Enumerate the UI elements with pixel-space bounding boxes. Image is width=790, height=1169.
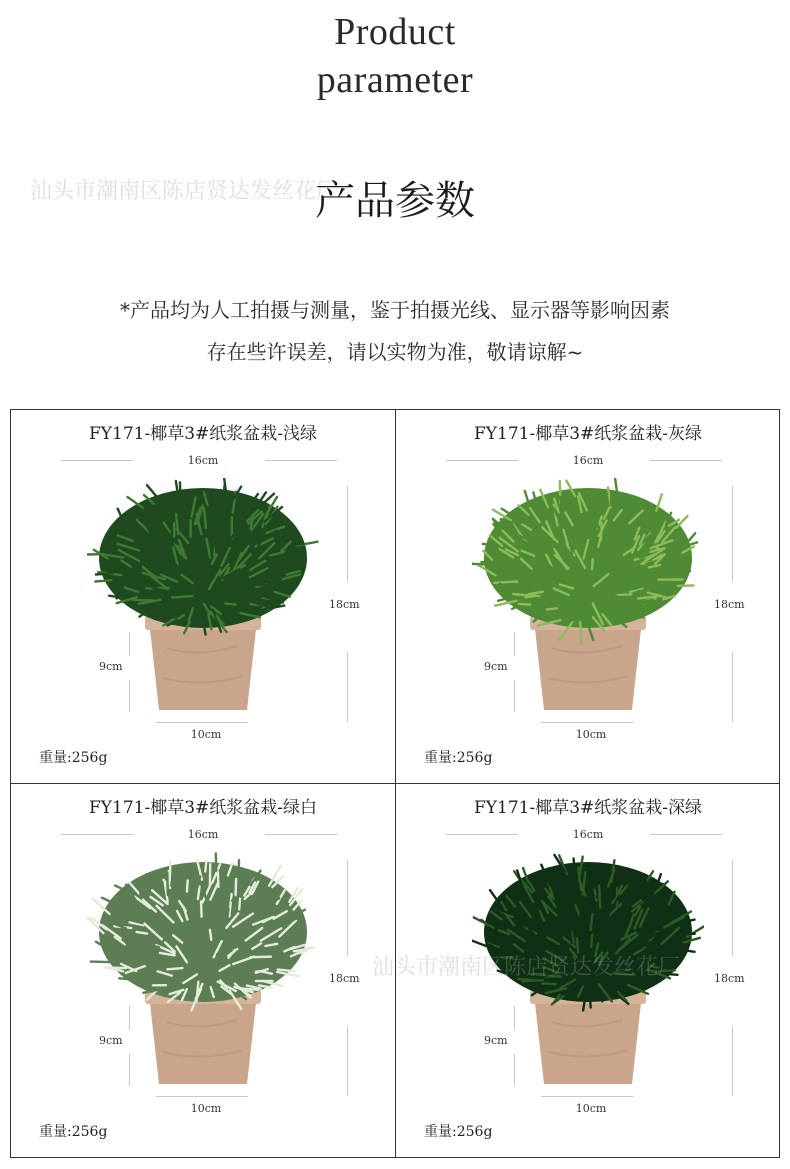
pot-bottom-label: 10cm (190, 728, 222, 741)
notice-line1: *产品均为人工拍摄与测量，鉴于拍摄光线、显示器等影响因素 (120, 298, 670, 322)
dimension-line (732, 860, 733, 956)
dimension-line (61, 460, 133, 461)
pot-height-label: 9cm (99, 1034, 123, 1047)
product-card (396, 410, 780, 783)
potted-grass-image (87, 478, 319, 718)
width-label: 16cm (572, 454, 604, 467)
weight-label: 重量:256g (424, 750, 493, 766)
weight-label: 重量:256g (39, 750, 108, 766)
dimension-line (541, 1096, 633, 1097)
dimension-line (732, 652, 733, 722)
dimension-line (156, 1096, 248, 1097)
weight-label: 重量:256g (39, 1124, 108, 1140)
dimension-line (347, 1026, 348, 1096)
weight-label: 重量:256g (424, 1124, 493, 1140)
product-title: FY171-椰草3#纸浆盆栽-深绿 (473, 798, 702, 818)
height-label: 18cm (714, 972, 745, 985)
product-card (396, 784, 780, 1157)
height-label: 18cm (714, 598, 745, 611)
pot-height-label: 9cm (484, 1034, 508, 1047)
dimension-line (732, 1026, 733, 1096)
title-cn: 产品参数 (315, 178, 475, 224)
width-label: 16cm (187, 454, 219, 467)
product-title: FY171-椰草3#纸浆盆栽-浅绿 (88, 424, 317, 444)
dimension-line (446, 834, 518, 835)
width-label: 16cm (187, 828, 219, 841)
pot-bottom-label: 10cm (575, 728, 607, 741)
potted-grass-image (472, 478, 704, 718)
title-en-line1: Product (334, 11, 456, 53)
height-label: 18cm (329, 972, 360, 985)
pot-height-label: 9cm (99, 660, 123, 673)
potted-grass-image (87, 852, 319, 1092)
product-title: FY171-椰草3#纸浆盆栽-灰绿 (473, 424, 702, 444)
dimension-line (347, 860, 348, 956)
dimension-line (732, 486, 733, 582)
product-card (11, 784, 395, 1157)
pot-bottom-label: 10cm (575, 1102, 607, 1115)
potted-grass-image (472, 852, 704, 1092)
dimension-line (347, 486, 348, 582)
watermark-bottom: 汕头市潮南区陈店贤达发丝花厂 (372, 955, 681, 980)
dimension-line (650, 834, 722, 835)
dimension-line (541, 722, 633, 723)
pot-bottom-label: 10cm (190, 1102, 222, 1115)
title-en-line2: parameter (316, 59, 474, 101)
dimension-line (650, 460, 722, 461)
pot-shape (534, 620, 642, 710)
dimension-line (156, 722, 248, 723)
dimension-line (446, 460, 518, 461)
width-label: 16cm (572, 828, 604, 841)
dimension-line (347, 652, 348, 722)
watermark-top: 汕头市潮南区陈店贤达发丝花厂 (30, 179, 339, 204)
pot-height-label: 9cm (484, 660, 508, 673)
product-title: FY171-椰草3#纸浆盆栽-绿白 (88, 798, 317, 818)
dimension-line (265, 834, 337, 835)
foliage-base (484, 862, 692, 1002)
pot-shape (534, 994, 642, 1084)
notice-line2: 存在些许误差，请以实物为准，敬请谅解~ (206, 340, 584, 364)
height-label: 18cm (329, 598, 360, 611)
dimension-line (265, 460, 337, 461)
product-card (11, 410, 395, 783)
pot-shape (149, 620, 257, 710)
dimension-line (61, 834, 133, 835)
product-grid (10, 409, 780, 1158)
